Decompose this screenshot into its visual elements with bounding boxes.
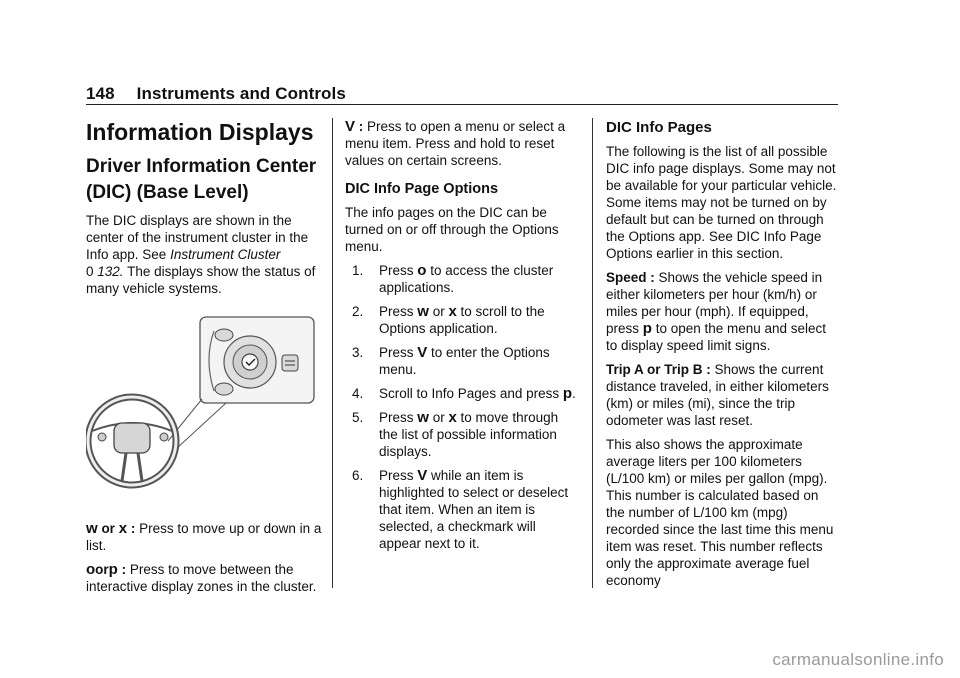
intro-paragraph — [86, 212, 322, 297]
info-pages-heading: DIC Info Pages — [606, 119, 712, 136]
or-label: or — [95, 562, 109, 577]
speed-text: Shows the vehicle speed in either kilometers per hour (km/h) or miles per hour (mph). If equipped, press — [606, 270, 823, 336]
column-divider — [332, 118, 333, 588]
step-item — [345, 467, 577, 552]
page-ref[interactable]: 132. — [97, 264, 124, 279]
select-text: Press to open a menu or select a menu item. Press and hold to reset values on certain screens. — [345, 119, 566, 168]
options-steps — [345, 262, 577, 552]
watermark: carmanualsonline.info — [772, 650, 944, 669]
column-divider — [592, 118, 593, 588]
steering-wheel-illustration — [86, 313, 318, 503]
step-number: 4. — [352, 386, 364, 401]
step-item — [345, 409, 577, 460]
page-title: Information Displays — [86, 119, 314, 145]
step-item — [345, 385, 577, 402]
intro-text-end: The displays show the status of many vehicle systems. — [86, 264, 316, 296]
updown-text: Press to move up or down in a list. — [86, 521, 322, 553]
step-number: 6. — [352, 468, 364, 483]
colon: : — [121, 562, 127, 577]
step-text: Press — [379, 410, 418, 425]
step-text: Press — [379, 345, 418, 360]
leftright-text: Press to move between the interactive display zones in the cluster. — [86, 562, 317, 594]
fuel-economy-paragraph: This also shows the approximate average liters per 100 kilometers (L/100 km) or miles per gallon (mpg). This number is calculated based on the number of L/100 km (mpg) recorded since the last time this menu item was reset. This number reflects only the approximate average fuel economy — [606, 437, 834, 588]
updown-description — [86, 520, 322, 554]
instrument-cluster-link[interactable]: Instrument Cluster — [170, 247, 281, 262]
step-text: while an item is highlighted to select or deselect that item. When an item is selected, a checkmark will appear next to it. — [379, 468, 569, 551]
select-check-icon: V — [345, 118, 356, 135]
up-arrow-icon: w — [86, 520, 98, 537]
step-number: 2. — [352, 304, 364, 319]
right-arrow-icon: p — [108, 561, 118, 578]
column-1 — [86, 118, 322, 602]
up-arrow-icon: w — [417, 303, 429, 320]
page-header — [86, 84, 346, 104]
select-check-icon: V — [417, 467, 428, 484]
or-label: or — [101, 521, 115, 536]
step-text: or — [428, 304, 449, 319]
options-intro: The info pages on the DIC can be turned on or off through the Options menu. — [345, 205, 559, 254]
left-arrow-icon: o — [417, 262, 427, 279]
speed-label: Speed : — [606, 270, 655, 285]
step-number: 1. — [352, 263, 364, 278]
left-arrow-icon: o — [86, 561, 96, 578]
step-text: Press — [379, 263, 418, 278]
leftright-description — [86, 561, 322, 595]
step-text: Scroll to Info Pages and press — [379, 386, 563, 401]
header-rule — [86, 104, 838, 105]
trip-entry — [606, 361, 840, 429]
down-arrow-icon: x — [118, 520, 128, 537]
step-text: to move through the list of possible information displays. — [379, 410, 559, 459]
step-number: 3. — [352, 345, 364, 360]
column-2 — [345, 118, 577, 559]
right-arrow-icon: p — [562, 385, 573, 402]
select-description — [345, 118, 577, 169]
step-text: to scroll to the Options application. — [379, 304, 545, 336]
right-arrow-icon: p — [642, 320, 652, 337]
speed-text: to open the menu and select to display speed limit signs. — [606, 321, 827, 353]
step-item — [345, 303, 577, 337]
speed-entry — [606, 269, 840, 354]
down-arrow-icon: x — [448, 303, 457, 320]
page-number: 148 — [86, 84, 115, 103]
step-text: to access the cluster applications. — [379, 263, 554, 295]
colon: : — [358, 119, 364, 134]
trip-label: Trip A or Trip B : — [606, 362, 711, 377]
trip-text: Shows the current distance traveled, in either kilometers (km) or miles (mi), since the trip odometer was last reset. — [606, 362, 829, 428]
down-arrow-icon: x — [448, 409, 457, 426]
info-pages-intro: The following is the list of all possible DIC info page displays. Some may not be available for your particular vehicle. Some items may not be turned on by default but can be turned on through the Options app. See DIC Info Page Options earlier in this section. — [606, 144, 837, 261]
step-text: Press — [379, 304, 418, 319]
select-check-icon: V — [417, 344, 428, 361]
column-3 — [606, 118, 840, 596]
step-text: Press — [379, 468, 418, 483]
section-title: Instruments and Controls — [136, 84, 346, 103]
steering-wheel-figure — [86, 313, 322, 508]
colon: : — [130, 521, 136, 536]
intro-text: The DIC displays are shown in the center of the instrument cluster in the Info app. See — [86, 213, 309, 262]
step-text: or — [428, 410, 449, 425]
step-text: . — [572, 386, 576, 401]
up-arrow-icon: w — [417, 409, 429, 426]
step-item — [345, 262, 577, 296]
step-item — [345, 344, 577, 378]
step-text: to enter the Options menu. — [379, 345, 550, 377]
options-heading: DIC Info Page Options — [345, 181, 499, 197]
page-ref-icon: 0 — [86, 264, 94, 279]
step-number: 5. — [352, 410, 364, 425]
section-heading: Driver Information Center (DIC) (Base Level) — [86, 156, 317, 203]
